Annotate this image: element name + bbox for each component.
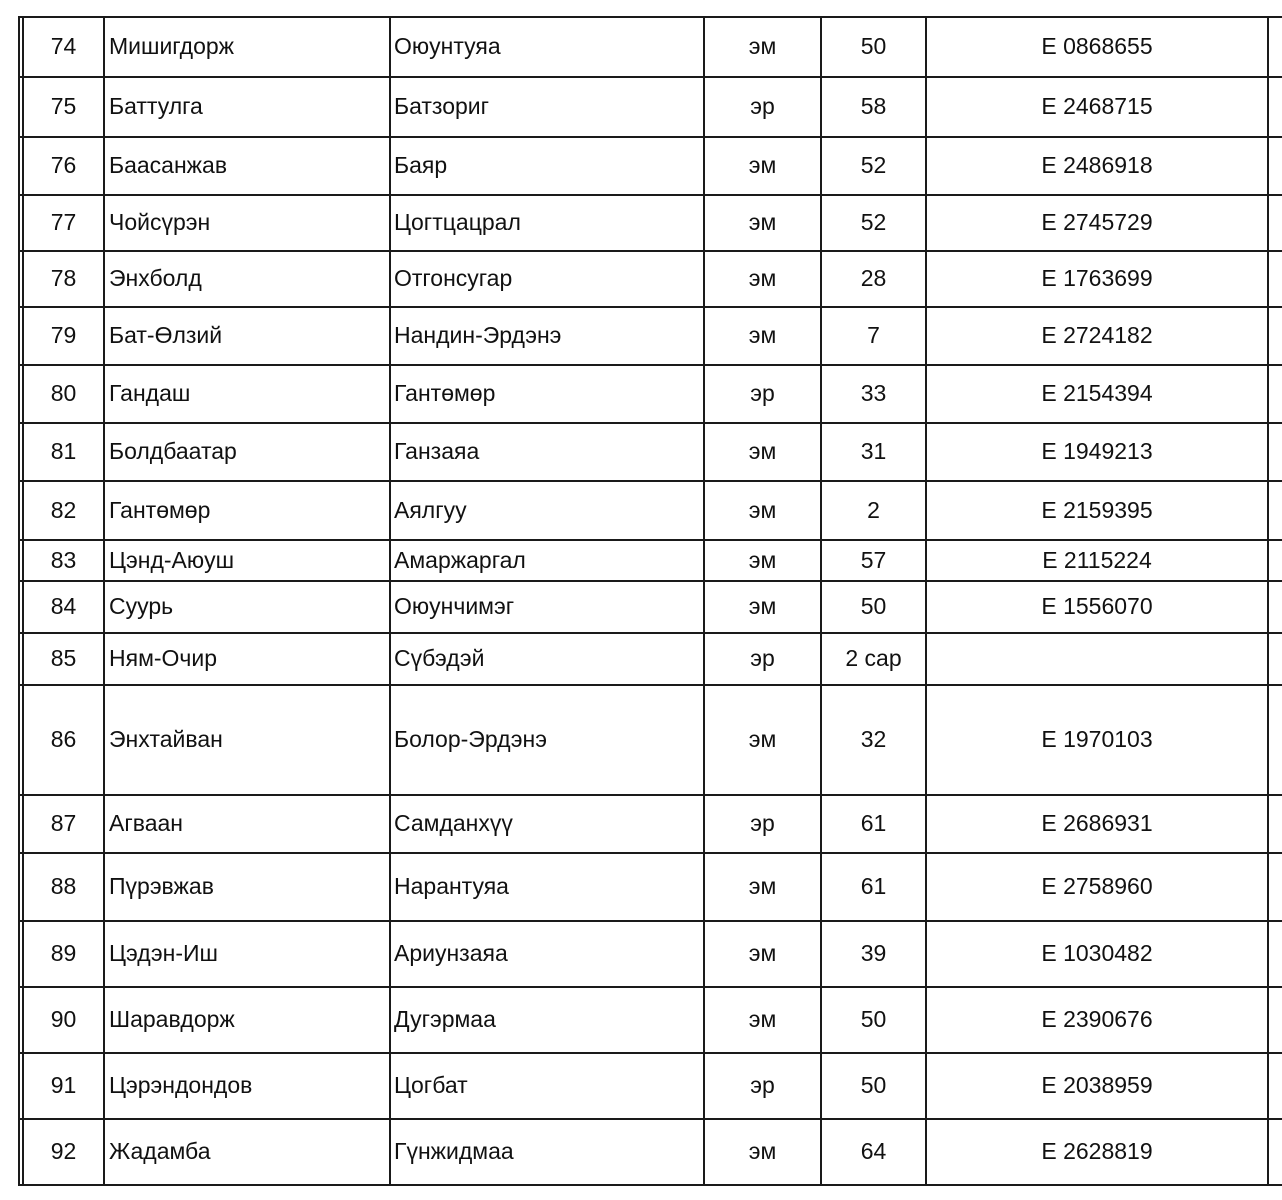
age-cell: 52 (860, 209, 887, 235)
document-id-cell: Е 1763699 (1041, 265, 1153, 291)
surname-cell: Энхболд (109, 265, 202, 291)
row-number: 92 (50, 1138, 77, 1164)
surname-cell: Гандаш (109, 380, 191, 406)
document-id-cell: Е 2745729 (1041, 209, 1153, 235)
table-row-border (18, 580, 1282, 582)
given-name-cell: Аялгуу (394, 496, 467, 523)
surname-cell: Цэдэн-Иш (109, 940, 219, 966)
sex-cell: эм (748, 265, 777, 291)
row-number: 85 (50, 645, 77, 671)
sex-cell: эм (748, 33, 777, 59)
age-cell: 58 (860, 93, 887, 119)
table-column-border (1267, 16, 1269, 1186)
document-id-cell: Е 1970103 (1041, 726, 1153, 752)
given-name-cell: Сүбэдэй (394, 645, 485, 671)
given-name-cell: Гантөмөр (394, 380, 496, 406)
sex-cell: эм (748, 152, 777, 178)
surname-cell: Агваан (109, 810, 183, 836)
table-row-border (18, 852, 1282, 854)
given-name-cell: Оюунчимэг (394, 593, 515, 619)
surname-cell: Баасанжав (109, 152, 228, 178)
table-row-border (18, 136, 1282, 138)
row-number: 78 (50, 265, 77, 291)
age-cell: 2 сар (845, 645, 902, 671)
age-cell: 50 (860, 1006, 887, 1032)
row-number: 74 (50, 33, 77, 59)
document-id-cell: Е 2486918 (1041, 152, 1153, 178)
table-row-border (18, 422, 1282, 424)
age-cell: 64 (860, 1138, 887, 1164)
given-name-cell: Дугэрмаа (394, 1006, 496, 1032)
age-cell: 33 (860, 380, 887, 406)
age-cell: 32 (860, 726, 887, 752)
table-row-border (18, 539, 1282, 541)
given-name-cell: Болор-Эрдэнэ (394, 726, 547, 752)
given-name-cell: Баяр (394, 152, 448, 178)
document-id-cell: Е 2724182 (1041, 322, 1153, 348)
sex-cell: эр (750, 645, 775, 671)
row-number: 89 (50, 940, 77, 966)
given-name-cell: Нандин-Эрдэнэ (394, 322, 562, 348)
surname-cell: Чойсүрэн (109, 209, 211, 235)
row-number: 90 (50, 1006, 77, 1032)
age-cell: 61 (860, 873, 887, 899)
document-id-cell: Е 2154394 (1041, 380, 1153, 406)
given-name-cell: Амаржаргал (394, 546, 526, 573)
given-name-cell: Отгонсугар (394, 265, 513, 291)
table-row-border (18, 250, 1282, 252)
age-cell: 50 (860, 33, 887, 59)
row-number: 84 (50, 593, 77, 619)
table-row-border (18, 1052, 1282, 1054)
sex-cell: эр (750, 380, 775, 406)
table-column-border (18, 16, 20, 1186)
age-cell: 61 (860, 810, 887, 836)
age-cell: 2 (867, 496, 880, 523)
age-cell: 52 (860, 152, 887, 178)
sex-cell: эм (748, 1006, 777, 1032)
document-id-cell: Е 2115224 (1042, 546, 1152, 573)
table-row-border (18, 480, 1282, 482)
row-number: 76 (50, 152, 77, 178)
sex-cell: эм (748, 726, 777, 752)
document-id-cell: Е 2468715 (1041, 93, 1153, 119)
given-name-cell: Батзориг (394, 93, 490, 119)
surname-cell: Цэнд-Аюуш (109, 546, 235, 573)
row-number: 91 (50, 1072, 77, 1098)
row-number: 88 (50, 873, 77, 899)
table-row-border (18, 684, 1282, 686)
row-number: 79 (50, 322, 77, 348)
sex-cell: эм (748, 940, 777, 966)
surname-cell: Баттулга (109, 93, 203, 119)
table-row-border (18, 1118, 1282, 1120)
document-id-cell: Е 0868655 (1041, 33, 1153, 59)
surname-cell: Ням-Очир (109, 645, 218, 671)
document-id-cell: Е 1556070 (1041, 593, 1153, 619)
row-number: 83 (50, 546, 77, 573)
given-name-cell: Нарантуяа (394, 873, 509, 899)
table-row-border (18, 986, 1282, 988)
given-name-cell: Оюунтуяа (394, 33, 501, 59)
surname-cell: Шаравдорж (109, 1006, 235, 1032)
given-name-cell: Ганзаяа (394, 438, 480, 464)
surname-cell: Бат-Өлзий (109, 322, 223, 348)
sex-cell: эм (748, 438, 777, 464)
document-id-cell: Е 2390676 (1041, 1006, 1153, 1032)
table-row-border (18, 16, 1282, 18)
row-number: 82 (50, 496, 77, 523)
age-cell: 39 (860, 940, 887, 966)
table-row-border (18, 364, 1282, 366)
surname-cell: Пүрэвжав (109, 873, 214, 899)
given-name-cell: Ариунзаяа (394, 940, 508, 966)
table-column-border (389, 16, 391, 1186)
sex-cell: эм (748, 873, 777, 899)
sex-cell: эр (750, 1072, 775, 1098)
surname-cell: Суурь (109, 593, 174, 619)
given-name-cell: Цогтцацрал (394, 209, 521, 235)
given-name-cell: Гүнжидмаа (394, 1138, 514, 1164)
given-name-cell: Самданхүү (394, 810, 513, 836)
table-row-border (18, 632, 1282, 634)
row-number: 81 (50, 438, 77, 464)
document-id-cell: Е 1030482 (1041, 940, 1153, 966)
sex-cell: эр (750, 93, 775, 119)
sex-cell: эм (748, 496, 777, 523)
table-row-border (18, 194, 1282, 196)
document-id-cell: Е 2159395 (1041, 496, 1153, 523)
table-row-border (18, 76, 1282, 78)
row-number: 75 (50, 93, 77, 119)
document-id-cell: Е 2628819 (1041, 1138, 1153, 1164)
age-cell: 31 (860, 438, 887, 464)
surname-cell: Жадамба (109, 1138, 211, 1164)
row-number: 87 (50, 810, 77, 836)
table-row-border (18, 920, 1282, 922)
table-row-border (18, 306, 1282, 308)
surname-cell: Цэрэндондов (109, 1072, 253, 1098)
sex-cell: эм (748, 593, 777, 619)
surname-cell: Гантөмөр (109, 496, 211, 523)
table-row-border (18, 794, 1282, 796)
document-id-cell: Е 2758960 (1041, 873, 1153, 899)
sex-cell: эм (748, 322, 777, 348)
row-number: 77 (50, 209, 77, 235)
table-column-border (103, 16, 105, 1186)
row-number: 86 (50, 726, 77, 752)
sex-cell: эм (748, 546, 777, 573)
surname-cell: Мишигдорж (109, 33, 235, 59)
age-cell: 50 (860, 1072, 887, 1098)
surname-cell: Болдбаатар (109, 438, 237, 464)
table-row-border (18, 1184, 1282, 1186)
age-cell: 28 (860, 265, 887, 291)
given-name-cell: Цогбат (394, 1072, 468, 1098)
age-cell: 50 (860, 593, 887, 619)
sex-cell: эм (748, 1138, 777, 1164)
sex-cell: эр (750, 810, 775, 836)
row-number: 80 (50, 380, 77, 406)
age-cell: 57 (860, 546, 887, 573)
document-id-cell: Е 2686931 (1041, 810, 1153, 836)
sex-cell: эм (748, 209, 777, 235)
surname-cell: Энхтайван (109, 726, 223, 752)
document-id-cell: Е 1949213 (1041, 438, 1153, 464)
document-id-cell: Е 2038959 (1041, 1072, 1153, 1098)
age-cell: 7 (867, 322, 880, 348)
